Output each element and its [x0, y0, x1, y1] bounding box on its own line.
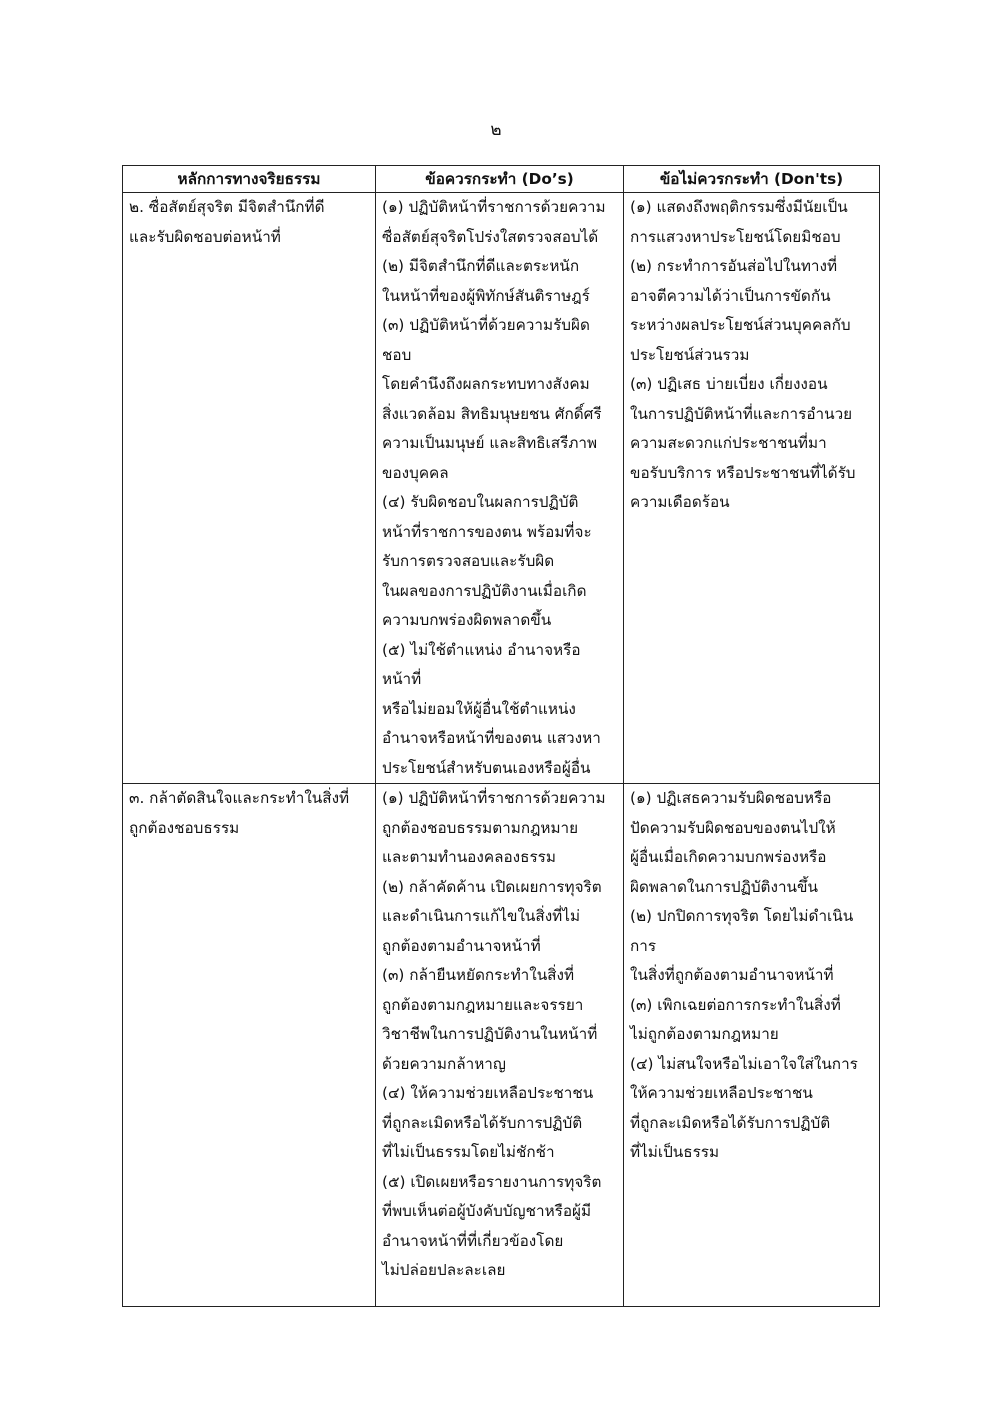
text-line: (๑) แสดงถึงพฤติกรรมซึ่งมีนัยเป็น: [630, 198, 848, 216]
principle-cell: [123, 784, 376, 1307]
text-line: และตามทำนองคลองธรรม: [382, 848, 556, 866]
text-line: อำนาจหน้าที่ที่เกี่ยวข้องโดย: [382, 1231, 564, 1250]
text-line: (๒) ปกปิดการทุจริต โดยไม่ดำเนินการ: [630, 907, 854, 955]
text-line: หน้าที่ราชการของตน พร้อมที่จะ: [382, 522, 592, 541]
text-line: (๓) ปฏิเสธ บ่ายเบี่ยง เกี่ยงงอน: [630, 375, 828, 393]
text-line: (๒) มีจิตสำนึกที่ดีและตระหนัก: [382, 257, 580, 275]
text-line: และรับผิดชอบต่อหน้าที่: [129, 227, 281, 246]
text-line: ในหน้าที่ของผู้พิทักษ์สันติราษฎร์: [382, 286, 590, 305]
text-line: ที่ไม่เป็นธรรม: [630, 1143, 720, 1161]
text-line: วิชาชีพในการปฏิบัติงานในหน้าที่: [382, 1025, 598, 1043]
text-line: (๒) กระทำการอันส่อไปในทางที่: [630, 257, 838, 275]
text-line: ถูกต้องชอบธรรมตามกฎหมาย: [382, 818, 579, 837]
text-line: ถูกต้องตามอำนาจหน้าที่: [382, 936, 541, 955]
text-line: ถูกต้องชอบธรรม: [129, 818, 240, 837]
text-line: ที่ถูกละเมิดหรือได้รับการปฏิบัติ: [630, 1113, 831, 1132]
text-line: (๔) รับผิดชอบในผลการปฏิบัติ: [382, 493, 579, 511]
text-line: ให้ความช่วยเหลือประชาชน: [630, 1084, 813, 1102]
text-line: (๓) เพิกเฉยต่อการกระทำในสิ่งที่: [630, 995, 841, 1014]
text-line: (๓) กล้ายืนหยัดกระทำในสิ่งที่: [382, 966, 575, 984]
principle-cell: [123, 193, 376, 784]
ethics-table: [122, 165, 880, 1307]
header-principle: หลักการทางจริยธรรม: [123, 166, 376, 193]
text-line: ผู้อื่นเมื่อเกิดความบกพร่องหรือ: [630, 848, 827, 866]
text-line: อาจตีความได้ว่าเป็นการขัดกัน: [630, 286, 831, 305]
donts-cell: [624, 193, 880, 784]
text-line: โดยคำนึงถึงผลกระทบทางสังคม: [382, 375, 590, 393]
text-line: (๕) เปิดเผยหรือรายงานการทุจริต: [382, 1172, 602, 1191]
text-line: ประโยชน์ส่วนรวม: [630, 345, 750, 364]
text-line: (๑) ปฏิบัติหน้าที่ราชการด้วยความ: [382, 789, 606, 807]
text-line: (๑) ปฏิเสธความรับผิดชอบหรือ: [630, 789, 832, 807]
text-line: ถูกต้องตามกฎหมายและจรรยา: [382, 995, 584, 1014]
dos-cell: [376, 193, 624, 784]
text-line: ๓. กล้าตัดสินใจและกระทำในสิ่งที่: [129, 789, 350, 807]
page-number: ๒: [490, 120, 502, 140]
text-line: ความเป็นมนุษย์ และสิทธิเสรีภาพ: [382, 434, 598, 452]
text-line: ปัดความรับผิดชอบของตนไปให้: [630, 818, 836, 837]
table-header-row: [123, 166, 880, 193]
text-line: สิ่งแวดล้อม สิทธิมนุษยชน ศักดิ์ศรี: [382, 404, 602, 423]
text-line: ในผลของการปฏิบัติงานเมื่อเกิด: [382, 581, 587, 600]
text-line: ผิดพลาดในการปฏิบัติงานขึ้น: [630, 877, 818, 896]
table-row: [123, 784, 880, 1307]
text-line: ในการปฏิบัติหน้าที่และการอำนวย: [630, 404, 853, 423]
text-line: ของบุคคล: [382, 463, 449, 482]
header-dos: ข้อควรกระทำ (Do’s): [376, 166, 624, 193]
text-line: ความเดือดร้อน: [630, 493, 730, 511]
header-donts: ข้อไม่ควรกระทำ (Don'ts): [624, 166, 880, 193]
text-line: อำนาจหรือหน้าที่ของตน แสวงหา: [382, 729, 601, 747]
text-line: หรือไม่ยอมให้ผู้อื่นใช้ตำแหน่ง: [382, 699, 576, 718]
text-line: และดำเนินการแก้ไขในสิ่งที่ไม่: [382, 907, 581, 925]
table-row: [123, 193, 880, 784]
text-line: ที่ถูกละเมิดหรือได้รับการปฏิบัติ: [382, 1113, 583, 1132]
text-line: ด้วยความกล้าหาญ: [382, 1054, 506, 1073]
donts-cell: [624, 784, 880, 1307]
text-line: ประโยชน์สำหรับตนเองหรือผู้อื่น: [382, 758, 591, 777]
text-line: (๓) ปฏิบัติหน้าที่ด้วยความรับผิดชอบ: [382, 316, 590, 364]
text-line: ในสิ่งที่ถูกต้องตามอำนาจหน้าที่: [630, 966, 834, 984]
text-line: ที่พบเห็นต่อผู้บังคับบัญชาหรือผู้มี: [382, 1202, 592, 1220]
text-line: ไม่ปล่อยปละละเลย: [382, 1261, 506, 1279]
text-line: ซื่อสัตย์สุจริตโปร่งใสตรวจสอบได้: [382, 227, 599, 246]
text-line: ที่ไม่เป็นธรรมโดยไม่ชักช้า: [382, 1143, 555, 1161]
text-line: (๕) ไม่ใช้ตำแหน่ง อำนาจหรือหน้าที่: [382, 640, 581, 688]
text-line: (๑) ปฏิบัติหน้าที่ราชการด้วยความ: [382, 198, 606, 216]
text-line: ความบกพร่องผิดพลาดขึ้น: [382, 611, 552, 629]
text-line: (๔) ให้ความช่วยเหลือประชาชน: [382, 1084, 594, 1102]
text-line: ขอรับบริการ หรือประชาชนที่ได้รับ: [630, 463, 856, 482]
text-line: (๒) กล้าคัดค้าน เปิดเผยการทุจริต: [382, 877, 602, 896]
text-line: ๒. ซื่อสัตย์สุจริต มีจิตสำนึกที่ดี: [129, 198, 325, 216]
text-line: ไม่ถูกต้องตามกฎหมาย: [630, 1025, 779, 1043]
dos-cell: [376, 784, 624, 1307]
text-line: รับการตรวจสอบและรับผิด: [382, 552, 555, 570]
text-line: ความสะดวกแก่ประชาชนที่มา: [630, 434, 827, 452]
text-line: (๔) ไม่สนใจหรือไม่เอาใจใส่ในการ: [630, 1054, 858, 1073]
text-line: ระหว่างผลประโยชน์ส่วนบุคคลกับ: [630, 316, 851, 334]
text-line: การแสวงหาประโยชน์โดยมิชอบ: [630, 227, 841, 246]
